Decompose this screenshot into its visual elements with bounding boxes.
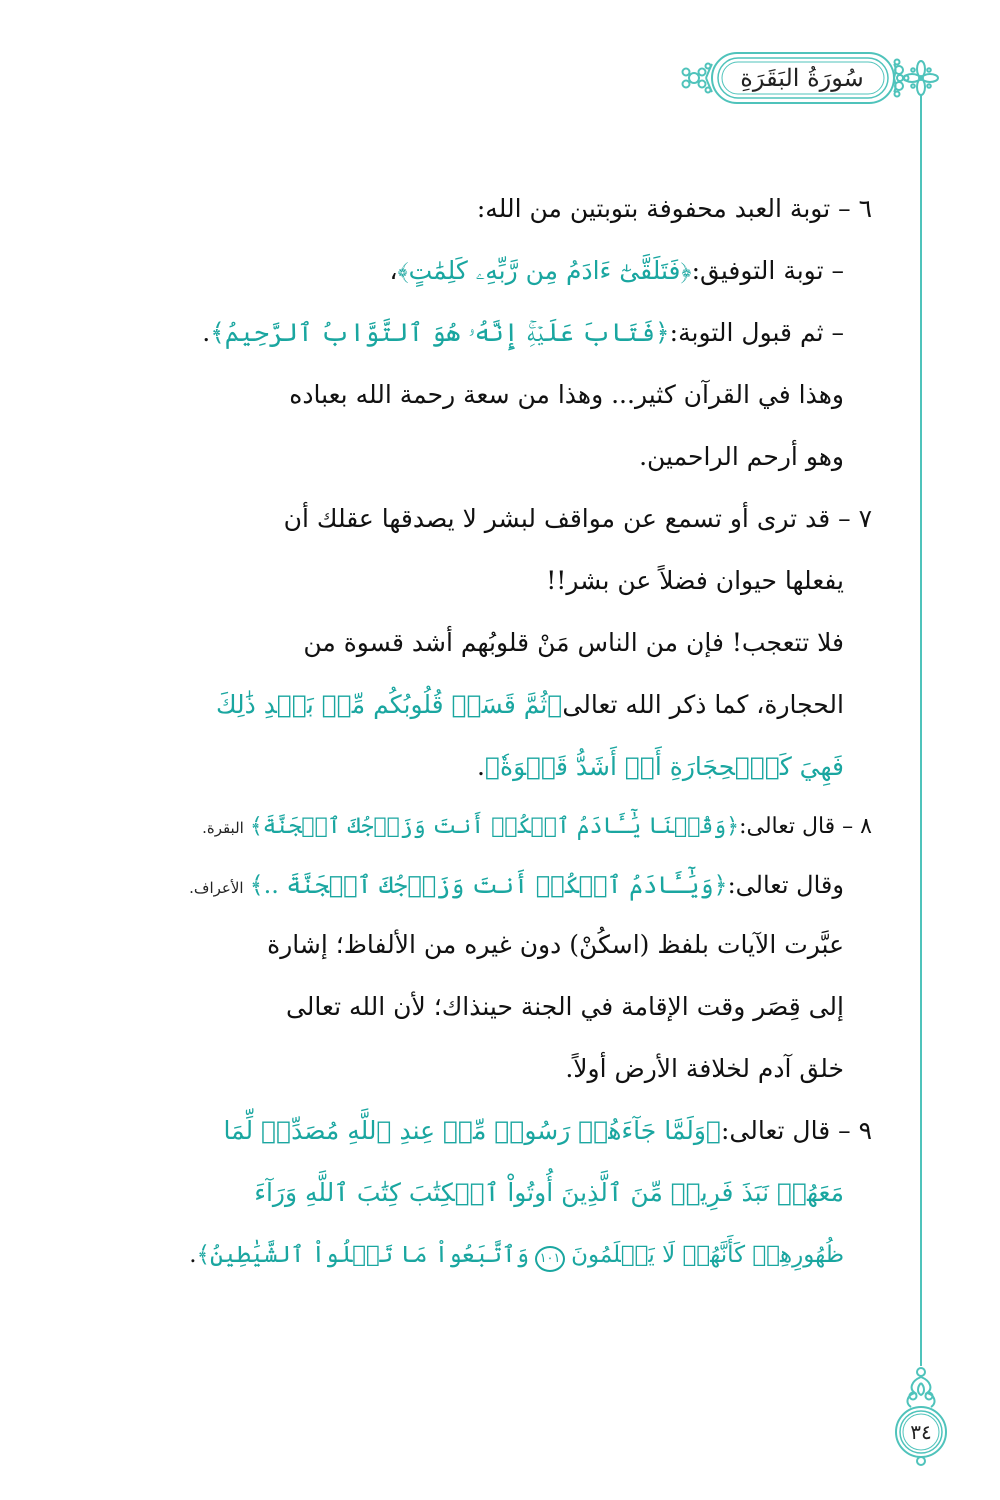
point-6-note-2 — [176, 426, 872, 488]
point-7-line-1 — [176, 488, 872, 550]
text: الحجارة، كما ذكر الله تعالى — [562, 690, 844, 719]
text: وهو أرحم الراحمين. — [639, 442, 844, 471]
label: وقال تعالى: — [727, 871, 844, 899]
text: فلا تتعجب! فإن من الناس مَنْ قلوبُهم أشد قسوة من — [303, 628, 844, 657]
point-6-qabul — [176, 302, 872, 364]
point-9-line-3 — [176, 1224, 872, 1286]
label: ٩ – قال تعالى: — [720, 1116, 872, 1145]
text: عبَّرت الآيات بلفظ (اسكُنْ) دون غيره من الألفاظ؛ إشارة — [267, 930, 844, 959]
point-8-line-2 — [176, 856, 872, 914]
punctuation: . — [189, 1242, 197, 1268]
page-number-medallion — [896, 1368, 946, 1465]
label: ٨ – قال تعالى: — [739, 814, 872, 839]
point-6-tawfiq — [176, 240, 872, 302]
punctuation: . — [202, 318, 211, 347]
punctuation: ، — [389, 256, 398, 285]
page-number: ٣٤ — [910, 1420, 932, 1444]
point-7-line-4 — [176, 674, 872, 736]
quran-verse: ﴿وَقُلۡنَا يَٰٓـَٔادَمُ ٱسۡكُنۡ أَنتَ وَزَوۡجُكَ ٱلۡجَنَّةَ﴾ — [249, 814, 740, 839]
quran-verse: ﴿ثُمَّ قَسَتۡ قُلُوبُكُم مِّنۢ بَعۡدِ ذَٰلِكَ — [215, 690, 563, 719]
point-8-line-4 — [176, 976, 872, 1038]
point-6-heading — [176, 178, 872, 240]
page-body — [176, 178, 872, 1286]
label: – توبة التوفيق: — [691, 256, 844, 285]
quran-verse: مَعَهُمۡ نَبَذَ فَرِيقٞ مِّنَ ٱلَّذِينَ أُوتُواْ ٱلۡكِتَٰبَ كِتَٰبَ ٱللَّهِ وَرَآءَ — [254, 1178, 844, 1207]
text: يفعلها حيوان فضلاً عن بشر!! — [546, 566, 844, 595]
surah-title: سُورَةُ البَقَرَةِ — [740, 64, 864, 92]
point-7-line-2 — [176, 550, 872, 612]
text: ٦ – توبة العبد محفوفة بتوبتين من الله: — [476, 194, 872, 223]
point-9-line-1 — [176, 1100, 872, 1162]
quran-verse: وَٱتَّبَعُواْ مَا تَتۡلُواْ ٱلشَّيَٰطِينُ﴾ — [196, 1242, 530, 1268]
point-7-line-3 — [176, 612, 872, 674]
point-8-line-5 — [176, 1038, 872, 1100]
label: – ثم قبول التوبة: — [669, 318, 844, 347]
text: خلق آدم لخلافة الأرض أولاً. — [565, 1054, 844, 1083]
point-8-line-3 — [176, 914, 872, 976]
point-6-note-1 — [176, 364, 872, 426]
punctuation: . — [477, 752, 485, 781]
quran-verse: ظُهُورِهِمۡ كَأَنَّهُمۡ لَا يَعۡلَمُونَ — [571, 1242, 844, 1268]
ayah-number-marker: ١٠١ — [535, 1246, 565, 1272]
quran-verse: ﴿فَتَلَقَّىٰٓ ءَادَمُ مِن رَّبِّهِۦ كَلِمَٰتٍ﴾ — [397, 256, 692, 285]
quran-verse: ﴿وَلَمَّا جَآءَهُمۡ رَسُولٞ مِّنۡ عِندِ ٱللَّهِ مُصَدِّقٞ لِّمَا — [223, 1116, 721, 1145]
quran-verse: ﴿وَيَٰٓـَٔادَمُ ٱسۡكُنۡ أَنتَ وَزَوۡجُكَ ٱلۡجَنَّةَ ..﴾ — [249, 871, 728, 899]
surah-reference: الأعراف. — [189, 879, 244, 897]
right-scroll-ornament — [894, 60, 909, 97]
point-8-line-1 — [176, 798, 872, 856]
point-7-line-5 — [176, 736, 872, 798]
text: وهذا في القرآن كثير... وهذا من سعة رحمة الله بعباده — [289, 380, 844, 409]
text: ٧ – قد ترى أو تسمع عن مواقف لبشر لا يصدقها عقلك أن — [283, 504, 872, 533]
text: إلى قِصَر وقت الإقامة في الجنة حينذاك؛ لأن الله تعالى — [285, 992, 844, 1021]
surah-reference: البقرة. — [202, 819, 244, 837]
left-scroll-ornament — [683, 64, 713, 93]
point-9-line-2 — [176, 1162, 872, 1224]
quran-verse: فَهِيَ كَٱلۡحِجَارَةِ أَوۡ أَشَدُّ قَسۡوَةٗ﴾ — [484, 752, 844, 781]
quran-verse: ﴿فَتَابَ عَلَيۡهِۚ إِنَّهُۥ هُوَ ٱلتَّوَّابُ ٱلرَّحِيمُ﴾ — [210, 318, 670, 347]
